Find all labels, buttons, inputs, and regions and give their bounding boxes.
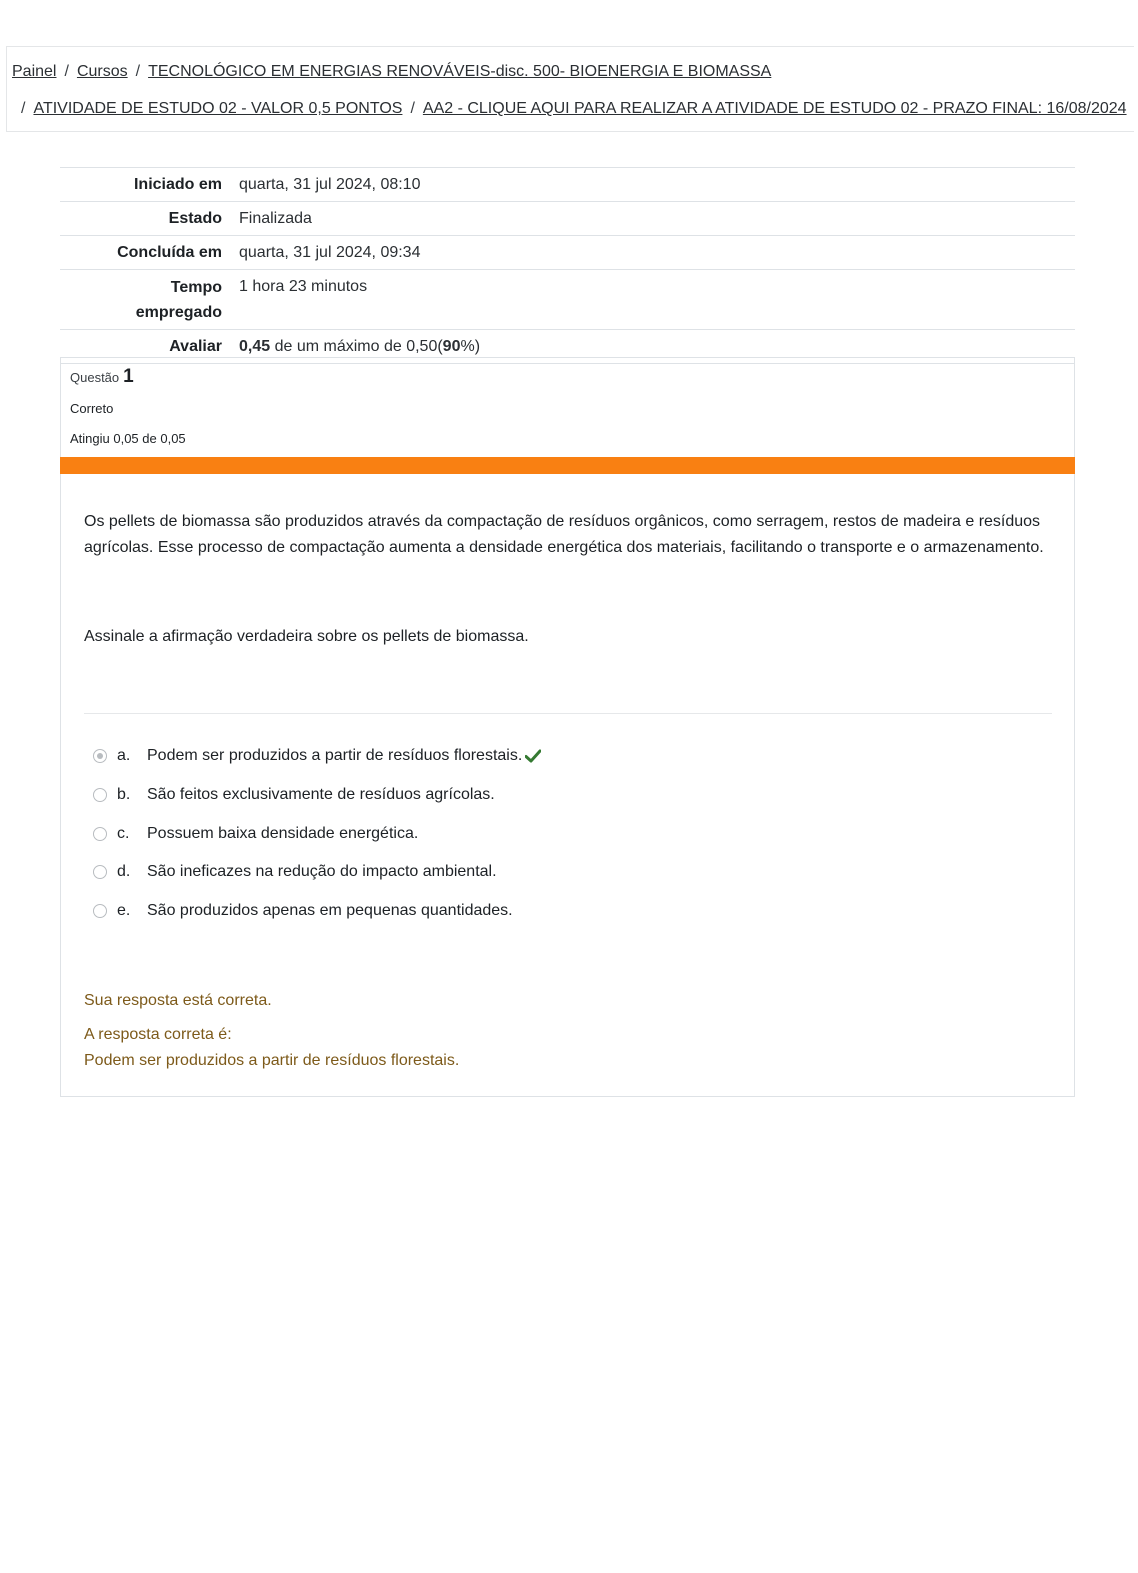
breadcrumb-line-2 <box>21 100 1127 118</box>
question-number <box>70 366 134 388</box>
answer-letter: c. <box>117 825 130 842</box>
answer-option-e[interactable] <box>93 902 513 920</box>
time-label-line-1: Tempo <box>170 279 222 296</box>
question-prompt: Assinale a afirmação verdadeira sobre os pellets de biomassa. <box>84 628 529 645</box>
answer-text: São produzidos apenas em pequenas quantidades. <box>147 902 513 919</box>
radio-unselected[interactable] <box>93 865 107 879</box>
answer-letter: a. <box>117 747 131 764</box>
feedback-correct: Sua resposta está correta. <box>84 992 272 1009</box>
grade-percent: 90 <box>442 338 461 355</box>
check-icon <box>525 749 541 763</box>
answer-letter: e. <box>117 902 131 919</box>
radio-unselected[interactable] <box>93 904 107 918</box>
question-accent-bar <box>60 457 1075 474</box>
time-label <box>60 270 239 330</box>
breadcrumb-separator: / <box>135 63 141 80</box>
answer-option-b[interactable] <box>93 786 495 804</box>
right-answer-label: A resposta correta é: <box>84 1026 232 1043</box>
attempt-summary-table <box>60 167 1075 364</box>
grade-label: Avaliar <box>169 338 222 355</box>
summary-row-completed <box>60 236 1075 270</box>
breadcrumb-separator: / <box>64 63 69 80</box>
answer-letter: b. <box>117 786 131 803</box>
question-number-value: 1 <box>123 366 134 387</box>
time-value: 1 hora 23 minutos <box>239 278 368 295</box>
answer-letter: d. <box>117 863 131 880</box>
answer-option-c[interactable] <box>93 825 418 843</box>
completed-value: quarta, 31 jul 2024, 09:34 <box>239 244 421 261</box>
answer-option-d[interactable] <box>93 863 497 881</box>
question-grade: Atingiu 0,05 de 0,05 <box>70 431 186 446</box>
state-label: Estado <box>168 210 222 227</box>
radio-selected[interactable] <box>93 749 107 763</box>
breadcrumb-cursos-link[interactable]: Cursos <box>76 63 128 80</box>
radio-unselected[interactable] <box>93 827 107 841</box>
breadcrumb-activity-link[interactable]: ATIVIDADE DE ESTUDO 02 - VALOR 0,5 PONTOS <box>33 100 403 117</box>
breadcrumb-line-1 <box>12 63 771 81</box>
question-state: Correto <box>70 401 114 416</box>
answer-text: Podem ser produzidos a partir de resíduos florestais. <box>147 747 523 764</box>
grade-percent-end: %) <box>460 338 481 355</box>
summary-row-time <box>60 270 1075 330</box>
answer-text: Possuem baixa densidade energética. <box>147 825 419 842</box>
radio-unselected[interactable] <box>93 788 107 802</box>
answer-text: São feitos exclusivamente de resíduos agrícolas. <box>147 786 495 803</box>
breadcrumb-quiz-link[interactable]: AA2 - CLIQUE AQUI PARA REALIZAR A ATIVIDADE DE ESTUDO 02 - PRAZO FINAL: 16/08/2024 <box>422 100 1127 117</box>
time-label-line-2: empregado <box>135 304 222 321</box>
breadcrumb-separator: / <box>410 100 415 117</box>
question-divider <box>84 713 1052 714</box>
right-answer-text: Podem ser produzidos a partir de resíduos florestais. <box>84 1052 460 1069</box>
question-text: Os pellets de biomassa são produzidos através da compactação de resíduos orgânicos, como serragem, restos de madeira e resíduos agrícolas. Esse processo de compactação aumenta a densidade energética dos materiais, facilitando o transporte e o armazenamento. <box>84 513 1044 556</box>
breadcrumb-painel-link[interactable]: Painel <box>12 63 57 80</box>
summary-row-started <box>60 168 1075 202</box>
started-label: Iniciado em <box>133 176 222 193</box>
grade-max-text: de um máximo de 0,50( <box>270 338 443 355</box>
question-card <box>60 357 1075 1097</box>
started-value: quarta, 31 jul 2024, 08:10 <box>239 176 421 193</box>
breadcrumb-separator: / <box>21 100 26 117</box>
answer-text: São ineficazes na redução do impacto ambiental. <box>147 863 497 880</box>
grade-score: 0,45 <box>239 338 271 355</box>
completed-label: Concluída em <box>117 244 222 261</box>
answer-option-a[interactable] <box>93 747 541 765</box>
breadcrumb <box>6 46 1134 132</box>
state-value: Finalizada <box>239 210 312 227</box>
breadcrumb-course-link[interactable]: TECNOLÓGICO EM ENERGIAS RENOVÁVEIS-disc. 500- BIOENERGIA E BIOMASSA <box>148 63 772 80</box>
summary-row-state <box>60 202 1075 236</box>
question-label: Questão <box>70 370 120 385</box>
